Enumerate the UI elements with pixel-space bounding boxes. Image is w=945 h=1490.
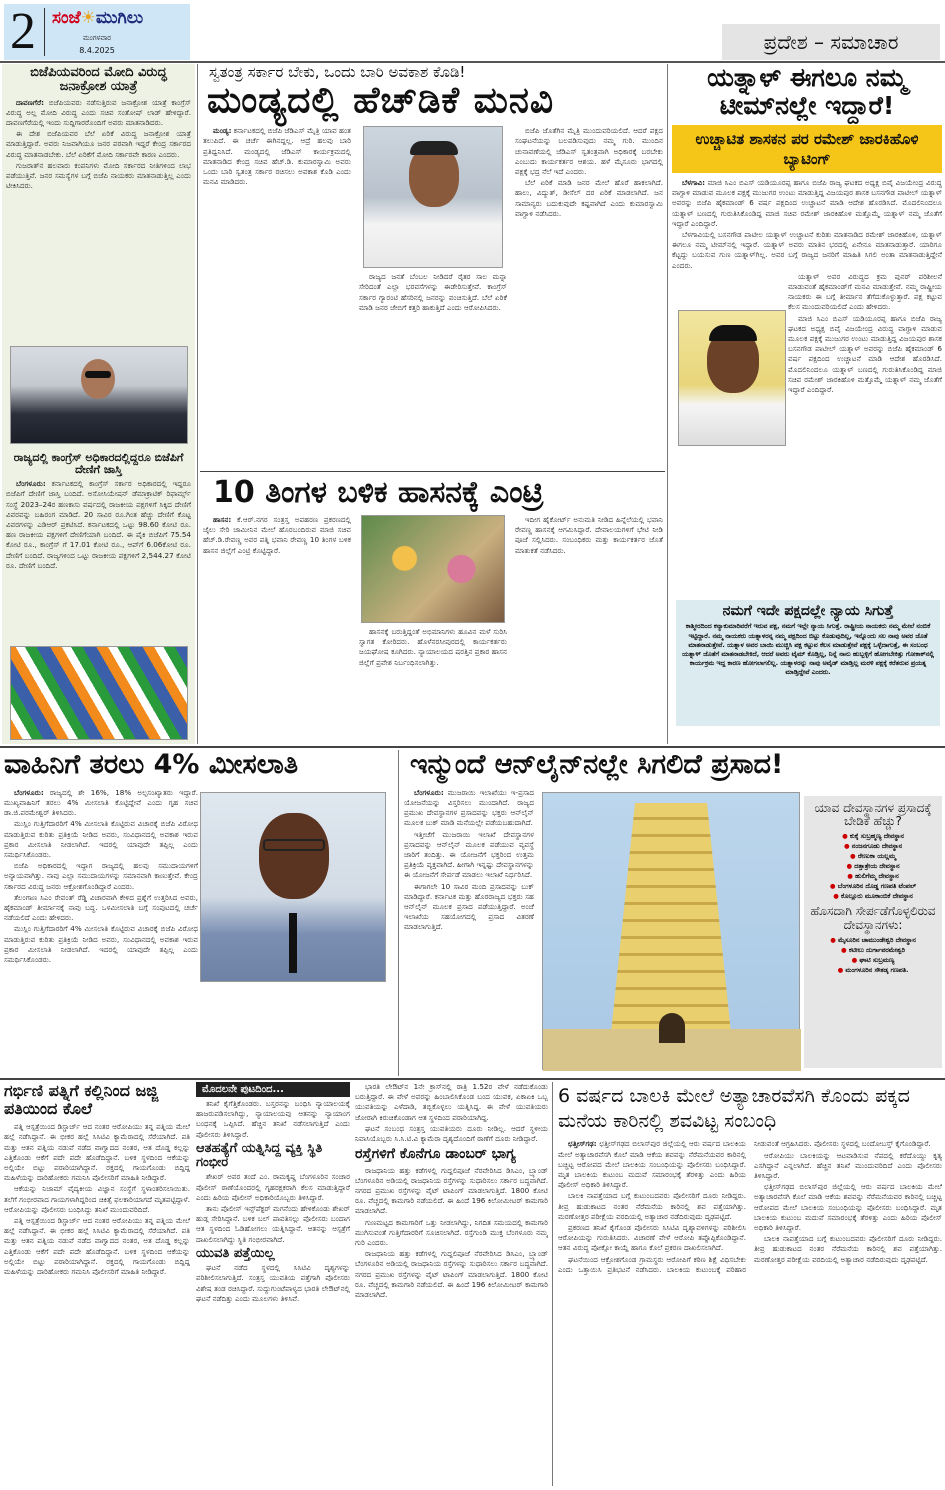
- temple-list-item: ● ದತ್ತಾತ್ರೇಯ ದೇವಸ್ಥಾನ: [846, 862, 900, 871]
- temple-list-item: ● ರೇಣುಕಾ ಯಲ್ಲಮ್ಮ: [850, 852, 896, 861]
- article-bjp-yatra: ಬಿಜೆಪಿಯವರಿಂದ ಮೋದಿ ವಿರುದ್ಧ ಜನಾಕ್ರೋಶ ಯಾತ್ರೆ ದಾವಣಗೆರೆ: ಬಿಜೆಪಿಯವರು ನಡೆಸುತ್ತಿರುವ ಜನಾಕ್ರೋಶ ಯಾತ್ರೆ ಕಾಂಗ್ರೆಸ್ ವಿರುದ್ಧ ಅಲ್ಲ ಮೋದಿ ವಿರುದ್ಧ ಎಂದು ಸಚಿವ ಸಂತೋಷ್ ಲಾಡ್ ಹೇಳಿದ್ದಾರೆ. ದಾವಣಗೆರೆಯಲ್ಲಿ ಇಂದು ಸುದ್ದಿಗಾರರೊಂದಿಗೆ ಅವರು ಮಾತನಾಡಿದರು. ಈ ದೇಶ ಬಿಜೆಪಿಯವರ ಬೆಲೆ ಏರಿಕೆ ವಿರುದ್ಧ ಜನಾಕ್ರೋಶ ಯಾತ್ರೆ ಮಾಡುತ್ತಿದ್ದಾರೆ. ಅವರು ನಿಜವಾಗಿಯೂ ಜನರ ಪರವಾಗಿ ಇದ್ದರೆ ಕೇಂದ್ರ ಸರ್ಕಾರದ ವಿರುದ್ಧ ಮಾತನಾಡಬೇಕು. ಬೆಲೆ ಏರಿಕೆಗೆ ಮೋದಿ ಸರ್ಕಾರವೇ ಕಾರಣ ಎಂದರು. ಗುಜರಾತ್‌ನ ಹಲವಾರು ಕಂಪನಿಗಳು ಮೋದಿ ಸರ್ಕಾರದ ನೀತಿಗಳಿಂದ ಲಾಭ ಪಡೆಯುತ್ತಿವೆ. ಜನರ ಸಮಸ್ಯೆಗಳ ಬಗ್ಗೆ ಬಿಜೆಪಿ ನಾಯಕರು ಮಾತನಾಡುತ್ತಿಲ್ಲ ಎಂದು ಟೀಕಿಸಿದರು.: [6, 66, 191, 191]
- bullet-icon: ●: [830, 935, 839, 944]
- article-girl-murder: 6 ವರ್ಷದ ಬಾಲಕಿ ಮೇಲೆ ಅತ್ಯಾಚಾರವೆಸಗಿ ಕೊಂದು ಪಕ್ಕದ ಮನೆಯ ಕಾರಿನಲ್ಲಿ ಶವವಿಟ್ಟ ಸಂಬಂಧಿ ಛತ್ತೀಸ್‌ಗಢ: ಛತ್ತೀಸ್‌ಗಢದ ಬಿಲಾಸ್‌ಪುರ ಜಿಲ್ಲೆಯಲ್ಲಿ ಆರು ವರ್ಷದ ಬಾಲಕಿಯ ಮೇಲೆ ಅತ್ಯಾಚಾರವೆಸಗಿ ಕೊಲೆ ಮಾಡಿ ಆಕೆಯ ಶವವನ್ನು ನೆರೆಮನೆಯವರ ಕಾರಿನಲ್ಲಿ ಬಚ್ಚಿಟ್ಟ ಆರೋಪದ ಮೇಲೆ ಬಾಲಕಿಯ ಸಂಬಂಧಿಯನ್ನು ಪೊಲೀಸರು ಬಂಧಿಸಿದ್ದಾರೆ. ಮೃತ ಬಾಲಕಿಯ ಕುಟುಂಬ ಮದುವೆ ಸಮಾರಂಭಕ್ಕೆ ತೆರಳಿತ್ತು ಎಂದು ಹಿರಿಯ ಪೊಲೀಸ್ ಅಧಿಕಾರಿ ತಿಳಿಸಿದ್ದಾರೆ. ಬಾಲಕಿ ನಾಪತ್ತೆಯಾದ ಬಗ್ಗೆ ಕುಟುಂಬದವರು ಪೊಲೀಸರಿಗೆ ದೂರು ನೀಡಿದ್ದರು. ತೀವ್ರ ಹುಡುಕಾಟದ ನಂತರ ನೆರೆಮನೆಯ ಕಾರಿನಲ್ಲಿ ಶವ ಪತ್ತೆಯಾಗಿತ್ತು. ಮರಣೋತ್ತರ ಪರೀಕ್ಷೆಯ ವರದಿಯಲ್ಲಿ ಅತ್ಯಾಚಾರ ನಡೆದಿರುವುದು ದೃಢಪಟ್ಟಿದೆ. ಪ್ರಕರಣದ ತನಿಖೆ ಕೈಗೊಂಡ ಪೊಲೀಸರು ಸಿಸಿಟಿವಿ ದೃಶ್ಯಾವಳಿಗಳನ್ನು ಪರಿಶೀಲಿಸಿ ಆರೋಪಿಯನ್ನು ಗುರುತಿಸಿದರು. ವಿಚಾರಣೆ ವೇಳೆ ಆರೋಪಿ ತಪ್ಪೊಪ್ಪಿಕೊಂಡಿದ್ದಾನೆ. ಆತನ ವಿರುದ್ಧ ಪೋಕ್ಸೋ ಕಾಯ್ದೆ ಹಾಗೂ ಕೊಲೆ ಪ್ರಕರಣ ದಾಖಲಿಸಲಾಗಿದೆ. ಘಟನೆಯಿಂದ ಆಕ್ರೋಶಗೊಂಡ ಗ್ರಾಮಸ್ಥರು ಆರೋಪಿಗೆ ಕಠಿಣ ಶಿಕ್ಷೆ ವಿಧಿಸಬೇಕು ಎಂದು ಒತ್ತಾಯಿಸಿ ಪ್ರತಿಭಟನೆ ನಡೆಸಿದರು. ಬಾಲಕಿಯ ಕುಟುಂಬಕ್ಕೆ ಪರಿಹಾರ ನೀಡುವಂತೆ ಆಗ್ರಹಿಸಿದರು. ಪೊಲೀಸರು ಸ್ಥಳದಲ್ಲಿ ಬಂದೋಬಸ್ತ್ ಕೈಗೊಂಡಿದ್ದಾರೆ. ಆರೋಪಿಯು ಬಾಲಕಿಯನ್ನು ಆಟವಾಡಿಸುವ ನೆಪದಲ್ಲಿ ಕರೆದೊಯ್ದು ಕೃತ್ಯ ಎಸಗಿದ್ದಾನೆ ಎನ್ನಲಾಗಿದೆ. ಹೆಚ್ಚಿನ ತನಿಖೆ ಮುಂದುವರಿದಿದೆ ಎಂದು ಪೊಲೀಸರು ತಿಳಿಸಿದ್ದಾರೆ. ಛತ್ತೀಸ್‌ಗಢದ ಬಿಲಾಸ್‌ಪುರ ಜಿಲ್ಲೆಯಲ್ಲಿ ಆರು ವರ್ಷದ ಬಾಲಕಿಯ ಮೇಲೆ ಅತ್ಯಾಚಾರವೆಸಗಿ ಕೊಲೆ ಮಾಡಿ ಆಕೆಯ ಶವವನ್ನು ನೆರೆಮನೆಯವರ ಕಾರಿನಲ್ಲಿ ಬಚ್ಚಿಟ್ಟ ಆರೋಪದ ಮೇಲೆ ಬಾಲಕಿಯ ಸಂಬಂಧಿಯನ್ನು ಪೊಲೀಸರು ಬಂಧಿಸಿದ್ದಾರೆ. ಮೃತ ಬಾಲಕಿಯ ಕುಟುಂಬ ಮದುವೆ ಸಮಾರಂಭಕ್ಕೆ ತೆರಳಿತ್ತು ಎಂದು ಹಿರಿಯ ಪೊಲೀಸ್ ಅಧಿಕಾರಿ ತಿಳಿಸಿದ್ದಾರೆ. ಬಾಲಕಿ ನಾಪತ್ತೆಯಾದ ಬಗ್ಗೆ ಕುಟುಂಬದವರು ಪೊಲೀಸರಿಗೆ ದೂರು ನೀಡಿದ್ದರು. ತೀವ್ರ ಹುಡುಕಾಟದ ನಂತರ ನೆರೆಮನೆಯ ಕಾರಿನಲ್ಲಿ ಶವ ಪತ್ತೆಯಾಗಿತ್ತು. ಮರಣೋತ್ತರ ಪರೀಕ್ಷೆಯ ವರದಿಯಲ್ಲಿ ಅತ್ಯಾಚಾರ ನಡೆದಿರುವುದು ದೃಢಪಟ್ಟಿದೆ.: [558, 1085, 942, 1274]
- harass-and-roads-column: ಭಾರತಿ ಲೇಔಟ್‌ನ 1ನೇ ಕ್ರಾಸ್‌ನಲ್ಲಿ ರಾತ್ರಿ 1.52ರ ವೇಳೆ ನಡೆದುಕೊಂಡು ಬರುತ್ತಿದ್ದಾರೆ. ಈ ವೇಳೆ ಅವರನ್ನು ಹಿಂಬಾಲಿಸಿಕೊಂಡ ಬಂದ ಯುವಕ, ಏಕಾಏಕಿ ಒಬ್ಬ ಯುವತಿಯನ್ನು ಎಳೆದಾಡಿ, ತಬ್ಬಿಕೊಳ್ಳಲು ಯತ್ನಿಸಿದ್ದ. ಈ ವೇಳೆ ಯುವತಿಯರು ಜೋರಾಗಿ ಕಿರುಚಿಕೊಂಡಾಗ ಆತ ಸ್ಥಳದಿಂದ ಪರಾರಿಯಾಗಿದ್ದ. ಘಟನೆ ಸಂಬಂಧ ಸಂತ್ರಸ್ತ ಯುವತಿಯರು ದೂರು ನೀಡಿಲ್ಲ. ಆದರೆ ಸ್ಥಳೀಯ ನಿವಾಸಿಯೊಬ್ಬರು ಸಿ.ಸಿ.ಟಿ.ವಿ ಕ್ಯಾಮೆರಾ ದೃಶ್ಯದೊಂದಿಗೆ ಠಾಣೆಗೆ ದೂರು ನೀಡಿದ್ದಾರೆ. ರಸ್ತೆಗಳಿಗೆ ಕೊನೆಗೂ ಡಾಂಬರ್ ಭಾಗ್ಯ ರಾಜಧಾನಿಯ ಹತ್ತು ಕಡೆಗಳಲ್ಲಿ ಗುದ್ದಲಿಪೂಜೆ ನೆರವೇರಿಸಿದ ಡಿಸಿಎಂ, ಬ್ರ್ಯಾಂಡ್ ಬೆಂಗಳೂರಿನ ಅಡಿಯಲ್ಲಿ ರಾಜಧಾನಿಯ ರಸ್ತೆಗಳನ್ನು ಸುಧಾರಿಸಲು ಸರ್ಕಾರ ಬದ್ಧವಾಗಿದೆ. ನಗರದ ಪ್ರಮುಖ ರಸ್ತೆಗಳನ್ನು ವೈಟ್ ಟಾಪಿಂಗ್ ಮಾಡಲಾಗುತ್ತಿದೆ. 1800 ಕೋಟಿ ರೂ. ವೆಚ್ಚದಲ್ಲಿ ಕಾಮಗಾರಿ ನಡೆಯಲಿದೆ. ಈ ಹಿಂದೆ 196 ಕಿಲೋಮೀಟರ್ ಕಾಮಗಾರಿ ಮಾಡಲಾಗಿದೆ. ಗುಣಮಟ್ಟದ ಕಾಮಗಾರಿಗೆ ಒತ್ತು ನೀಡಲಾಗಿದ್ದು, ನಿಗದಿತ ಸಮಯದಲ್ಲಿ ಕಾಮಗಾರಿ ಮುಗಿಸುವಂತೆ ಗುತ್ತಿಗೆದಾರರಿಗೆ ಸೂಚಿಸಲಾಗಿದೆ. ರಸ್ತೆಗುಂಡಿ ಮುಕ್ತ ಬೆಂಗಳೂರು ನಮ್ಮ ಗುರಿ ಎಂದರು. ರಾಜಧಾನಿಯ ಹತ್ತು ಕಡೆಗಳಲ್ಲಿ ಗುದ್ದಲಿಪೂಜೆ ನೆರವೇರಿಸಿದ ಡಿಸಿಎಂ, ಬ್ರ್ಯಾಂಡ್ ಬೆಂಗಳೂರಿನ ಅಡಿಯಲ್ಲಿ ರಾಜಧಾನಿಯ ರಸ್ತೆಗಳನ್ನು ಸುಧಾರಿಸಲು ಸರ್ಕಾರ ಬದ್ಧವಾಗಿದೆ. ನಗರದ ಪ್ರಮುಖ ರಸ್ತೆಗಳನ್ನು ವೈಟ್ ಟಾಪಿಂಗ್ ಮಾಡಲಾಗುತ್ತಿದೆ. 1800 ಕೋಟಿ ರೂ. ವೆಚ್ಚದಲ್ಲಿ ಕಾಮಗಾರಿ ನಡೆಯಲಿದೆ. ಈ ಹಿಂದೆ 196 ಕಿಲೋಮೀಟರ್ ಕಾಮಗಾರಿ ಮಾಡಲಾಗಿದೆ.: [355, 1082, 548, 1300]
- newspaper-logo: ಸಂಜೆ☀ಮುಗಿಲು: [52, 8, 144, 28]
- headline-yuvati: ಯುವತಿ ಪತ್ತೆಯಿಲ್ಲ: [196, 1245, 275, 1261]
- section-label: ಪ್ರದೇಶ – ಸಮಾಚಾರ: [722, 24, 940, 60]
- temple-list-item: ● ಮಂಗಳೂರಿನ ಸೌತಡ್ಕ ಗಣಪತಿ.: [837, 965, 909, 974]
- temple-new-list: [808, 935, 938, 975]
- headline: ಇನ್ಮುಂದೆ ಆನ್‌ಲೈನ್‌ನಲ್ಲೇ ಸಿಗಲಿದೆ ಪ್ರಸಾದ!: [410, 750, 784, 780]
- temple-demand-list: [808, 831, 938, 901]
- sun-palm-icon: ☀: [80, 8, 96, 28]
- sidebar-temples: [804, 796, 942, 1068]
- headline-suicide: ಆತಹತ್ಯೆಗೆ ಯತ್ನಿಸಿದ್ದ ವ್ಯಕ್ತಿ ಸ್ಥಿತಿ ಗಂಭೀರ: [196, 1140, 323, 1171]
- continued-label: ಮೊದಲನೇ ಪುಟದಿಂದ...: [196, 1082, 350, 1097]
- quote-title: ನಮಗೆ ಇದೇ ಪಕ್ಷದಲ್ಲೇ ನ್ಯಾಯ ಸಿಗುತ್ತೆ: [722, 603, 894, 619]
- photo-g-parameshwara: [200, 792, 386, 982]
- temple-list-item: ● ಕಟೀಲು ದುರ್ಗಾಪರಮೇಶ್ವರಿ: [841, 945, 905, 954]
- temple-list-item: ● ಮೈಸೂರಿನ ಚಾಮುಂಡೇಶ್ವರಿ ದೇವಸ್ಥಾನ: [830, 935, 916, 944]
- temple-list-item: ● ಹುಲಿಗೆಮ್ಮ ದೇವಸ್ಥಾನ: [847, 872, 899, 881]
- bullet-icon: ●: [837, 965, 846, 974]
- headline: ಬಿಜೆಪಿಯವರಿಂದ ಮೋದಿ ವಿರುದ್ಧ ಜನಾಕ್ರೋಶ ಯಾತ್ರೆ: [30, 66, 167, 95]
- headline-roads: ರಸ್ತೆಗಳಿಗೆ ಕೊನೆಗೂ ಡಾಂಬರ್ ಭಾಗ್ಯ: [355, 1146, 516, 1163]
- headline: ವಾಹಿನಿಗೆ ತರಲು 4% ಮೀಸಲಾತಿ: [4, 750, 299, 780]
- subheadline-box: ಉಚ್ಚಾಟಿತ ಶಾಸಕನ ಪರ ರಮೇಶ್ ಜಾರಕಿಹೊಳಿ ಬ್ಯಾಟಿಂಗ್: [672, 125, 942, 173]
- bullet-icon: ●: [829, 882, 838, 891]
- bullet-icon: ●: [850, 852, 858, 861]
- temple-list-item: ● ಕುಕ್ಕೆ ಸುಬ್ರಹ್ಮಣ್ಯ ದೇವಸ್ಥಾನ: [842, 832, 904, 841]
- bullet-icon: ●: [843, 842, 852, 851]
- headline: 10 ತಿಂಗಳ ಬಳಿಕ ಹಾಸನಕ್ಕೆ ಎಂಟ್ರಿ: [213, 476, 544, 510]
- photo-santosh-lad: [10, 346, 188, 444]
- article-bjp-donation: ರಾಜ್ಯದಲ್ಲಿ ಕಾಂಗ್ರೆಸ್ ಅಧಿಕಾರದಲ್ಲಿದ್ದರೂ ಬಿಜೆಪಿಗೆ ದೇಣಿಗೆ ಜಾಸ್ತಿ ಬೆಂಗಳೂರು: ಕರ್ನಾಟಕದಲ್ಲಿ ಕಾಂಗ್ರೆಸ್ ಸರ್ಕಾರ ಅಧಿಕಾರದಲ್ಲಿ ಇದ್ದರೂ ಬಿಜೆಪಿಗೆ ದೇಣಿಗೆ ಜಾಸ್ತಿ ಬಂದಿದೆ. ಅಸೋಸಿಯೇಷನ್ ಡೆಮಾಕ್ರಾಟಿಕ್ ರಿಫಾರ್ಮ್ಸ್ ಸಂಸ್ಥೆ 2023–24ರ ಹಣಕಾಸು ವರ್ಷದಲ್ಲಿ ರಾಜಕೀಯ ಪಕ್ಷಗಳಿಗೆ ಸಿಕ್ಕಿದ ದೇಣಿಗೆ ವಿವರವನ್ನು ಬಹಿರಂಗ ಮಾಡಿದೆ. 20 ಸಾವಿರ ರೂ.ಗಿಂತ ಹೆಚ್ಚು ದೇಣಿಗೆ ಕೊಟ್ಟ ವಿವರಗಳನ್ನು ಎಡಿಆರ್ ಪ್ರಕಟಿಸಿದೆ. ಕರ್ನಾಟಕದಲ್ಲಿ ಒಟ್ಟು 98.60 ಕೋಟಿ ರೂ. ಹಣ ರಾಜಕೀಯ ಪಕ್ಷಗಳಿಗೆ ದೇಣಿಗೆಯಾಗಿ ಬಂದಿದೆ. ಈ ಪೈಕಿ ಬಿಜೆಪಿಗೆ 75.54 ಕೋಟಿ ರೂ., ಕಾಂಗ್ರೆಸ್ ಗೆ 17.01 ಕೋಟಿ ರೂ., ಆಪ್‌ಗೆ 6.06ಕೋಟಿ ರೂ. ದೇಣಿಗೆ ಬಂದಿದೆ. ರಾಜ್ಯಗಳಿಂದ ಒಟ್ಟು ರಾಜಕೀಯ ಪಕ್ಷಗಳಿಗೆ 2,544.27 ಕೋಟಿ ರೂ. ದೇಣಿಗೆ ಬಂದಿದೆ.: [6, 452, 191, 570]
- temple-list-item: ● ಕೊಲ್ಲೂರು ಮೂಕಾಂಬಿಕೆ ದೇವಸ್ಥಾನ: [833, 892, 913, 901]
- article-yatnal: ಯತ್ನಾಳ್ ಈಗಲೂ ನಮ್ಮ ಟೀಮ್‌ನಲ್ಲೇ ಇದ್ದಾರೆ! ಉಚ್ಚಾಟಿತ ಶಾಸಕನ ಪರ ರಮೇಶ್ ಜಾರಕಿಹೊಳಿ ಬ್ಯಾಟಿಂಗ್ ಬೆಳಗಾವಿ: ಮಾಜಿ ಸಿಎಂ ಬಿಎಸ್ ಯಡಿಯೂರಪ್ಪ ಹಾಗೂ ಬಿಜೆಪಿ ರಾಜ್ಯ ಘಟಕದ ಅಧ್ಯಕ್ಷ ಬಿವೈ ವಿಜಯೇಂದ್ರ ವಿರುದ್ಧ ವಾಗ್ದಾಳಿ ಮಾಡುವ ಮೂಲಕ ಪಕ್ಷಕ್ಕೆ ಮುಜುಗರ ಉಂಟು ಮಾಡುತ್ತಿದ್ದ ವಿಜಯಪುರ ಶಾಸಕ ಬಸನಗೌಡ ಪಾಟೀಲ್ ಯತ್ನಾಳ್ ಅವರನ್ನು ಬಿಜೆಪಿ ಹೈಕಮಾಂಡ್ 6 ವರ್ಷ ಪಕ್ಷದಿಂದ ಉಚ್ಚಾಟನೆ ಮಾಡಿ ಆದೇಶ ಹೊರಡಿಸಿದೆ. ಮೊದಲಿನಿಂದಲೂ ಯತ್ನಾಳ್ ಬಣದಲ್ಲಿ ಗುರುತಿಸಿಕೊಂಡಿದ್ದ ಮಾಜಿ ಸಚಿವ ರಮೇಶ್ ಜಾರಕಿಹೊಳಿ ಮತ್ತೊಮ್ಮೆ ಯತ್ನಾಳ್ ನಮ್ಮ ಜೊತೆಗೆ ಇದ್ದಾರೆ ಎಂದಿದ್ದಾರೆ. ಬೆಳಗಾವಿಯಲ್ಲಿ ಬಸನಗೌಡ ಪಾಟೀಲ ಯತ್ನಾಳ್ ಉಚ್ಚಾಟನೆ ಕುರಿತು ಮಾತನಾಡಿದ ರಮೇಶ್ ಜಾರಕಿಹೊಳಿ, ಯತ್ನಾಳ್ ಈಗಲೂ ನಮ್ಮ ಟೀಮ್‌ನಲ್ಲಿ ಇದ್ದಾರೆ. ಯತ್ನಾಳ್ ಅವರು ಮಾತಿನ ಭರದಲ್ಲಿ ಏನೇನೂ ಮಾತನಾಡುತ್ತಾರೆ. ಯಾರಿಗೂ ಕೆಟ್ಟದ್ದು ಬಯಸುವ ಗುಣ ಯತ್ನಾಳ್‌ಗಿಲ್ಲ. ಅವರ ಬಗ್ಗೆ ರಾಜ್ಯದ ಜನರಿಗೆ ಮಾಹಿತಿ ಸಿಗಲಿ ಅಂತಾ ಮಾತನಾಡುತ್ತಿದ್ದೇನೆ ಎಂದರು. ಯತ್ನಾಳ್ ಅವರ ವಿರುದ್ಧದ ಕ್ರಮ ಪುನರ್ ಪರಿಶೀಲನೆ ಮಾಡುವಂತೆ ಹೈಕಮಾಂಡ್‌ಗೆ ಮನವಿ ಮಾಡುತ್ತೇವೆ. ನಮ್ಮ ರಾಷ್ಟ್ರೀಯ ನಾಯಕರು ಈ ಬಗ್ಗೆ ತೀರ್ಮಾನ ತೆಗೆದುಕೊಳ್ಳುತ್ತಾರೆ. ಪಕ್ಷ ಕಟ್ಟುವ ಕೆಲಸ ಮುಂದುವರಿಯಲಿದೆ ಎಂದು ಹೇಳಿದರು. ಮಾಜಿ ಸಿಎಂ ಬಿಎಸ್ ಯಡಿಯೂರಪ್ಪ ಹಾಗೂ ಬಿಜೆಪಿ ರಾಜ್ಯ ಘಟಕದ ಅಧ್ಯಕ್ಷ ಬಿವೈ ವಿಜಯೇಂದ್ರ ವಿರುದ್ಧ ವಾಗ್ದಾಳಿ ಮಾಡುವ ಮೂಲಕ ಪಕ್ಷಕ್ಕೆ ಮುಜುಗರ ಉಂಟು ಮಾಡುತ್ತಿದ್ದ ವಿಜಯಪುರ ಶಾಸಕ ಬಸನಗೌಡ ಪಾಟೀಲ್ ಯತ್ನಾಳ್ ಅವರನ್ನು ಬಿಜೆಪಿ ಹೈಕಮಾಂಡ್ 6 ವರ್ಷ ಪಕ್ಷದಿಂದ ಉಚ್ಚಾಟನೆ ಮಾಡಿ ಆದೇಶ ಹೊರಡಿಸಿದೆ. ಮೊದಲಿನಿಂದಲೂ ಯತ್ನಾಳ್ ಬಣದಲ್ಲಿ ಗುರುತಿಸಿಕೊಂಡಿದ್ದ ಮಾಜಿ ಸಚಿವ ರಮೇಶ್ ಜಾರಕಿಹೊಳಿ ಮತ್ತೊಮ್ಮೆ ಯತ್ನಾಳ್ ನಮ್ಮ ಜೊತೆಗೆ ಇದ್ದಾರೆ ಎಂದಿದ್ದಾರೆ.: [672, 64, 942, 395]
- sidebar-title-demand: ಯಾವ ದೇವಸ್ಥಾನಗಳ ಪ್ರಸಾದಕ್ಕೆ ಬೇಡಿಕೆ ಹೆಚ್ಚು?: [814, 801, 932, 829]
- article-pregnant-wife-murder: ಗರ್ಭಿಣಿ ಪತ್ನಿಗೆ ಕಲ್ಲಿನಿಂದ ಜಜ್ಜಿ ಪತಿಯಿಂದ ಕೊಲೆ ಪತ್ನಿ ಆಸ್ಪತ್ರೆಯಿಂದ ಡಿಸ್ಚಾರ್ಜ್ ಆದ ನಂತರ ಆರೋಪಿಯು ತನ್ನ ಪತ್ನಿಯ ಮೇಲೆ ಹಲ್ಲೆ ನಡೆಸಿದ್ದಾನೆ. ಈ ಭೀಕರ ಹಲ್ಲೆ ಸಿಸಿಟಿವಿ ಕ್ಯಾಮೆರಾದಲ್ಲಿ ಸೆರೆಯಾಗಿದೆ. ಪತಿ ಮತ್ತು ಆತನ ಪತ್ನಿಯ ನಡುವೆ ನಡೆದ ವಾಗ್ವಾದದ ನಂತರ, ಆತ ದೊಡ್ಡ ಕಲ್ಲನ್ನು ಎತ್ತಿಕೊಂಡು ಆಕೆಗೆ ಪದೇ ಪದೇ ಹೊಡೆದಿದ್ದಾನೆ. ಬಳಿಕ ಸ್ಥಳದಿಂದ ಆಕೆಯನ್ನು ಅಲ್ಲಿಯೇ ಬಿಟ್ಟು ಪರಾರಿಯಾಗಿದ್ದಾನೆ. ರಕ್ತದಲ್ಲಿ ಗಾಯಗೊಂಡು ಬಿದ್ದಿದ್ದ ಮಹಿಳೆಯನ್ನು ದಾರಿಹೋಕರು ಗಮನಿಸಿ ಪೊಲೀಸರಿಗೆ ಮಾಹಿತಿ ನೀಡಿದ್ದಾರೆ. ಆಕೆಯನ್ನು ನಿಜಾಮ್ ವೈದ್ಯಕೀಯ ವಿಜ್ಞಾನ ಸಂಸ್ಥೆಗೆ ಸ್ಥಳಾಂತರಿಸಲಾಯಿತು. ತಲೆಗೆ ಗಂಭೀರವಾದ ಗಾಯಗಳಾಗಿದ್ದರಿಂದ ಚಿಕಿತ್ಸೆ ಫಲಕಾರಿಯಾಗದೆ ಮೃತಪಟ್ಟಿದ್ದಾಳೆ. ಆರೋಪಿಯನ್ನು ಪೊಲೀಸರು ಬಂಧಿಸಿದ್ದು ತನಿಖೆ ಮುಂದುವರಿದಿದೆ. ಪತ್ನಿ ಆಸ್ಪತ್ರೆಯಿಂದ ಡಿಸ್ಚಾರ್ಜ್ ಆದ ನಂತರ ಆರೋಪಿಯು ತನ್ನ ಪತ್ನಿಯ ಮೇಲೆ ಹಲ್ಲೆ ನಡೆಸಿದ್ದಾನೆ. ಈ ಭೀಕರ ಹಲ್ಲೆ ಸಿಸಿಟಿವಿ ಕ್ಯಾಮೆರಾದಲ್ಲಿ ಸೆರೆಯಾಗಿದೆ. ಪತಿ ಮತ್ತು ಆತನ ಪತ್ನಿಯ ನಡುವೆ ನಡೆದ ವಾಗ್ವಾದದ ನಂತರ, ಆತ ದೊಡ್ಡ ಕಲ್ಲನ್ನು ಎತ್ತಿಕೊಂಡು ಆಕೆಗೆ ಪದೇ ಪದೇ ಹೊಡೆದಿದ್ದಾನೆ. ಬಳಿಕ ಸ್ಥಳದಿಂದ ಆಕೆಯನ್ನು ಅಲ್ಲಿಯೇ ಬಿಟ್ಟು ಪರಾರಿಯಾಗಿದ್ದಾನೆ. ರಕ್ತದಲ್ಲಿ ಗಾಯಗೊಂಡು ಬಿದ್ದಿದ್ದ ಮಹಿಳೆಯನ್ನು ದಾರಿಹೋಕರು ಗಮನಿಸಿ ಪೊಲೀಸರಿಗೆ ಮಾಹಿತಿ ನೀಡಿದ್ದಾರೆ.: [4, 1082, 190, 1277]
- headline: ಮಂಡ್ಯದಲ್ಲಿ ಹೆಚ್‌ಡಿಕೆ ಮನವಿ: [207, 79, 555, 121]
- bullet-icon: ●: [842, 832, 850, 841]
- issue-day: ಮಂಗಳವಾರ: [82, 34, 111, 42]
- sidebar-title-new: ಹೊಸದಾಗಿ ಸೇರ್ಪಡೆಗೊಳ್ಳಲಿರುವ ದೇವಸ್ಥಾನಗಳು:: [810, 904, 936, 932]
- bullet-icon: ●: [851, 955, 860, 964]
- page-number: 2: [10, 4, 36, 60]
- temple-list-item: ● ನಂಜನಗೂಡು ದೇವಸ್ಥಾನ: [843, 842, 903, 851]
- article-hassan: 10 ತಿಂಗಳ ಬಳಿಕ ಹಾಸನಕ್ಕೆ ಎಂಟ್ರಿ ಹಾಸನ: ಕೆ.ಆರ್.ನಗರ ಸಂತ್ರಸ್ತ ಅಪಹರಣ ಪ್ರಕರಣದಲ್ಲಿ ಜೈಲು ಸೇರಿ ಜಾಮೀನಿನ ಮೇಲೆ ಹೊರಬಂದಿರುವ ಮಾಜಿ ಸಚಿವ ಹೆಚ್.ಡಿ.ರೇವಣ್ಣ ಅವರ ಪತ್ನಿ ಭವಾನಿ ರೇವಣ್ಣ 10 ತಿಂಗಳ ಬಳಿಕ ಹಾಸನ ಜಿಲ್ಲೆಗೆ ಎಂಟ್ರಿ ಕೊಟ್ಟಿದ್ದಾರೆ. ಹಾಸನಕ್ಕೆ ಬರುತ್ತಿದ್ದಂತೆ ಅಭಿಮಾನಿಗಳು ಹೂವಿನ ಮಳೆ ಸುರಿಸಿ ಸ್ವಾಗತ ಕೋರಿದರು. ಹೊಳೆನರಸೀಪುರದಲ್ಲಿ ಕಾರ್ಯಕರ್ತರು ಜಯಘೋಷ ಕೂಗಿದರು. ನ್ಯಾಯಾಲಯದ ಷರತ್ತಿನ ಪ್ರಕಾರ ಹಾಸನ ಜಿಲ್ಲೆಗೆ ಪ್ರವೇಶ ನಿರ್ಬಂಧಿಸಲಾಗಿತ್ತು. ಇದೀಗ ಹೈಕೋರ್ಟ್ ಅನುಮತಿ ನೀಡಿದ ಹಿನ್ನೆಲೆಯಲ್ಲಿ ಭವಾನಿ ರೇವಣ್ಣ ಹಾಸನಕ್ಕೆ ಆಗಮಿಸಿದ್ದಾರೆ. ದೇವಾಲಯಗಳಿಗೆ ಭೇಟಿ ನೀಡಿ ಪೂಜೆ ಸಲ್ಲಿಸಿದರು. ಸಂಬಂಧಿಕರು ಮತ್ತು ಕಾರ್ಯಕರ್ತರ ಜೊತೆ ಮಾತುಕತೆ ನಡೆಸಿದರು.: [203, 476, 663, 667]
- photo-temple-gopura: [542, 792, 800, 1070]
- article-mandya: ಸ್ವತಂತ್ರ ಸರ್ಕಾರ ಬೇಕು, ಒಂದು ಬಾರಿ ಅವಕಾಶ ಕೊಡಿ! ಮಂಡ್ಯದಲ್ಲಿ ಹೆಚ್‌ಡಿಕೆ ಮನವಿ ಮಂಡ್ಯ: ಕರ್ನಾಟಕದಲ್ಲಿ ಬಿಜೆಪಿ ಜೆಡಿಎಸ್ ಮೈತ್ರಿ ಯಾವ ಹಂತ ತಲುಪಿದೆ. ಈ ಚರ್ಚೆ ಈಗಿನದ್ದಲ್ಲ. ಆದ್ರೆ ಹಲವು ಬಾರಿ ಪ್ರತಿಧ್ವನಿಸಿದೆ. ಮಂಡ್ಯದಲ್ಲಿ ಜೆಡಿಎಸ್ ಕಾರ್ಯಕ್ರಮದಲ್ಲಿ ಮಾತನಾಡಿದ ಕೇಂದ್ರ ಸಚಿವ ಹೆಚ್.ಡಿ. ಕುಮಾರಸ್ವಾಮಿ ಅವರು ಒಂದು ಬಾರಿ ಸ್ವತಂತ್ರ ಸರ್ಕಾರ ರಚಿಸಲು ಅವಕಾಶ ಕೊಡಿ ಎಂದು ಮನವಿ ಮಾಡಿದರು. ರಾಜ್ಯದ ಜನತೆ ಬೆಂಬಲ ನೀಡಿದರೆ ರೈತರ ಸಾಲ ಮನ್ನಾ ಸೇರಿದಂತೆ ಎಲ್ಲಾ ಭರವಸೆಗಳನ್ನು ಈಡೇರಿಸುತ್ತೇವೆ. ಕಾಂಗ್ರೆಸ್ ಸರ್ಕಾರ ಗ್ಯಾರಂಟಿ ಹೆಸರಿನಲ್ಲಿ ಜನರನ್ನು ವಂಚಿಸುತ್ತಿದೆ. ಬೆಲೆ ಏರಿಕೆ ಮಾಡಿ ಜನರ ಜೇಬಿಗೆ ಕತ್ತರಿ ಹಾಕುತ್ತಿದೆ ಎಂದು ಆರೋಪಿಸಿದರು. ಬಿಜೆಪಿ ಜೊತೆಗಿನ ಮೈತ್ರಿ ಮುಂದುವರಿಯಲಿದೆ. ಆದರೆ ಪಕ್ಷದ ಸಂಘಟನೆಯನ್ನು ಬಲಪಡಿಸುವುದು ನಮ್ಮ ಗುರಿ. ಮುಂದಿನ ಚುನಾವಣೆಯಲ್ಲಿ ಜೆಡಿಎಸ್ ಸ್ವತಂತ್ರವಾಗಿ ಅಧಿಕಾರಕ್ಕೆ ಬರಬೇಕು ಎಂಬುದು ಕಾರ್ಯಕರ್ತರ ಆಶಯ. ಹಳೆ ಮೈಸೂರು ಭಾಗದಲ್ಲಿ ಪಕ್ಷಕ್ಕೆ ಭದ್ರ ನೆಲೆ ಇದೆ ಎಂದರು. ಬೆಲೆ ಏರಿಕೆ ಮಾಡಿ ಜನರ ಮೇಲೆ ಹೊರೆ ಹಾಕಲಾಗಿದೆ. ಹಾಲು, ವಿದ್ಯುತ್, ಡೀಸೆಲ್ ದರ ಏರಿಕೆ ಮಾಡಲಾಗಿದೆ. ಜನ ಸಾಮಾನ್ಯರು ಬದುಕುವುದೇ ಕಷ್ಟವಾಗಿದೆ ಎಂದು ಕುಮಾರಸ್ವಾಮಿ ವಾಗ್ದಾಳಿ ನಡೆಸಿದರು.: [203, 64, 663, 312]
- temple-list-item: ● ಘಾಟಿ ಸುಬ್ರಮಣ್ಯ: [851, 955, 895, 964]
- bullet-icon: ●: [846, 862, 855, 871]
- masthead-logo-box: [4, 4, 190, 60]
- quote-box-yatnal: [676, 600, 940, 726]
- photo-congress-flags: [10, 646, 188, 740]
- article-prasada: ಇನ್ಮುಂದೆ ಆನ್‌ಲೈನ್‌ನಲ್ಲೇ ಸಿಗಲಿದೆ ಪ್ರಸಾದ! ಬೆಂಗಳೂರು: ಮುಜರಾಯಿ ಇಲಾಖೆಯು ಇ-ಪ್ರಸಾದ ಯೋಜನೆಯನ್ನು ವಿಸ್ತರಿಸಲು ಮುಂದಾಗಿದೆ. ರಾಜ್ಯದ ಪ್ರಮುಖ ದೇವಸ್ಥಾನಗಳ ಪ್ರಸಾದವನ್ನು ಭಕ್ತರು ಆನ್‌ಲೈನ್ ಮೂಲಕ ಬುಕ್ ಮಾಡಿ ಮನೆಯಲ್ಲೇ ಪಡೆಯಬಹುದಾಗಿದೆ. ಇತ್ತೀಚೆಗೆ ಮುಜರಾಯಿ ಇಲಾಖೆ ದೇವಸ್ಥಾನಗಳ ಪ್ರಸಾದವನ್ನು ಆನ್‌ಲೈನ್ ಮೂಲಕ ಪಡೆಯುವ ವ್ಯವಸ್ಥೆ ಜಾರಿಗೆ ತಂದಿತ್ತು. ಈ ಯೋಜನೆಗೆ ಭಕ್ತರಿಂದ ಉತ್ತಮ ಪ್ರತಿಕ್ರಿಯೆ ವ್ಯಕ್ತವಾಗಿದೆ. ಹೀಗಾಗಿ ಇನ್ನಷ್ಟು ದೇವಸ್ಥಾನಗಳನ್ನು ಈ ಯೋಜನೆಗೆ ಸೇರ್ಪಡೆ ಮಾಡಲು ಇಲಾಖೆ ನಿರ್ಧರಿಸಿದೆ. ಈಗಾಗಲೇ 10 ಸಾವಿರ ಮಂದಿ ಪ್ರಸಾದವನ್ನು ಬುಕ್ ಮಾಡಿದ್ದಾರೆ. ಕರ್ನಾಟಕ ಮತ್ತು ಹೊರರಾಜ್ಯದ ಭಕ್ತರು ಸಹ ಆನ್‌ಲೈನ್ ಮೂಲಕ ಪ್ರಸಾದ ಪಡೆಯುತ್ತಿದ್ದಾರೆ. ಅಂಚೆ ಇಲಾಖೆಯ ಸಹಯೋಗದಲ್ಲಿ ಪ್ರಸಾದ ವಿತರಣೆ ಮಾಡಲಾಗುತ್ತಿದೆ.: [404, 750, 942, 1075]
- headline: 6 ವರ್ಷದ ಬಾಲಕಿ ಮೇಲೆ ಅತ್ಯಾಚಾರವೆಸಗಿ ಕೊಂದು ಪಕ್ಕದ ಮನೆಯ ಕಾರಿನಲ್ಲಿ ಶವವಿಟ್ಟ ಸಂಬಂಧಿ: [558, 1085, 910, 1132]
- kicker: ಸ್ವತಂತ್ರ ಸರ್ಕಾರ ಬೇಕು, ಒಂದು ಬಾರಿ ಅವಕಾಶ ಕೊಡಿ!: [209, 64, 466, 81]
- photo-ramesh-jarkiholi: [678, 310, 786, 446]
- article-reservation: ವಾಹಿನಿಗೆ ತರಲು 4% ಮೀಸಲಾತಿ ಬೆಂಗಳೂರು: ರಾಜ್ಯದಲ್ಲಿ ಶೇ 16%, 18% ಅಲ್ಪಸಂಖ್ಯಾತರು ಇದ್ದಾರೆ. ಮುಖ್ಯವಾಹಿನಿಗೆ ತರಲು 4% ಮೀಸಲಾತಿ ಕೊಟ್ಟಿದ್ದೇವೆ ಎಂದು ಗೃಹ ಸಚಿವ ಡಾ.ಜಿ.ಪರಮೇಶ್ವರ್ ತಿಳಿಸಿದರು. ಮುಸ್ಲಿಂ ಗುತ್ತಿಗೆದಾರರಿಗೆ 4% ಮೀಸಲಾತಿ ಕೊಟ್ಟಿರುವ ವಿಚಾರಕ್ಕೆ ಬಿಜೆಪಿ ವಿರೋಧ ಮಾಡುತ್ತಿರುವ ಕುರಿತು ಪ್ರತಿಕ್ರಿಯೆ ನೀಡಿದ ಅವರು, ಸಂವಿಧಾನದಲ್ಲಿ ಅವಕಾಶ ಇರುವ ಪ್ರಕಾರ ಮೀಸಲಾತಿ ನೀಡಲಾಗಿದೆ. ಇದರಲ್ಲಿ ಯಾವುದೇ ತಪ್ಪಿಲ್ಲ ಎಂದು ಸಮರ್ಥಿಸಿಕೊಂಡರು. ಬಿಜೆಪಿ ಅಧಿಕಾರದಲ್ಲಿ ಇದ್ದಾಗ ರಾಜ್ಯದಲ್ಲಿ ಹಲವು ಸಮುದಾಯಗಳಿಗೆ ಅನ್ಯಾಯವಾಗಿತ್ತು. ನಾವು ಎಲ್ಲಾ ಸಮುದಾಯಗಳನ್ನು ಸಮಾನವಾಗಿ ಕಾಣುತ್ತೇವೆ. ಕೇಂದ್ರ ಸರ್ಕಾರದ ವಿರುದ್ಧ ಜನರು ಆಕ್ರೋಶಗೊಂಡಿದ್ದಾರೆ ಎಂದರು. ತೆಲಂಗಾಣ ಸಿಎಂ ರೇವಂತ್ ರೆಡ್ಡಿ ವಿಚಾರವಾಗಿ ಕೇಳಿದ ಪ್ರಶ್ನೆಗೆ ಉತ್ತರಿಸಿದ ಅವರು, ಹೈಕಮಾಂಡ್ ತೀರ್ಮಾನಕ್ಕೆ ನಾವು ಬದ್ಧ. ಒಳಮೀಸಲಾತಿ ಬಗ್ಗೆ ಸಂಪುಟದಲ್ಲಿ ಚರ್ಚೆ ನಡೆಯಲಿದೆ ಎಂದು ಹೇಳಿದರು. ಮುಸ್ಲಿಂ ಗುತ್ತಿಗೆದಾರರಿಗೆ 4% ಮೀಸಲಾತಿ ಕೊಟ್ಟಿರುವ ವಿಚಾರಕ್ಕೆ ಬಿಜೆಪಿ ವಿರೋಧ ಮಾಡುತ್ತಿರುವ ಕುರಿತು ಪ್ರತಿಕ್ರಿಯೆ ನೀಡಿದ ಅವರು, ಸಂವಿಧಾನದಲ್ಲಿ ಅವಕಾಶ ಇರುವ ಪ್ರಕಾರ ಮೀಸಲಾತಿ ನೀಡಲಾಗಿದೆ. ಇದರಲ್ಲಿ ಯಾವುದೇ ತಪ್ಪಿಲ್ಲ ಎಂದು ಸಮರ್ಥಿಸಿಕೊಂಡರು.: [4, 750, 394, 1075]
- quote-text: ಕಾಶ್ಮೀರದಿಂದ ಕನ್ಯಾಕುಮಾರಿವರೆಗೆ ಇರುವ ಪಕ್ಷ, ನಮಗೆ ಇಲ್ಲೇ ನ್ಯಾಯ ಸಿಗುತ್ತೆ. ರಾಷ್ಟ್ರೀಯ ನಾಯಕರು ನಮ್ಮ ಮೇಲೆ ನಂಬಿಕೆ ಇಟ್ಟಿದ್ದಾರೆ. ನಮ್ಮ ನಾಯಕರು ಯತ್ನಾಳರನ್ನ ನಮ್ಮ ಪಕ್ಷದಿಂದ ಬಿಟ್ಟು ಕೊಡುವುದಿಲ್ಲ, ಇನ್ನೊಂದು ಸಲ ನಾವು ಅವರ ಜೊತೆ ಮಾತನಾಡುತ್ತೇವೆ. ಯತ್ನಾಳ ಅವರ ಬಾಯಿ ಮುಚ್ಚಿಸಿ ಪಕ್ಷ ಕಟ್ಟುವ ಕೆಲಸ ಮಾಡುತ್ತೇವೆ ಪಕ್ಷಕ್ಕೆ ಒಳ್ಳೆದಾಗುತ್ತೆ, ಈ ಸಂಬಂಧ ಯತ್ನಾಳ್ ಜೊತೆಗೆ ಮಾತನಾಡಬೇಕಿದೆ, ಆದರೆ ಅವರು ಟೈಮ್ ಕೊಡ್ತಿಲ್ಲ, ನಿನ್ನೆ ನಾನು ಹುಬ್ಬಳ್ಳಿಗೆ ಹೋಗಬೇಕಿತ್ತು ಗೋಕಾಕ್‌ನಲ್ಲಿ ಕಾರ್ಯಕ್ರಮ ಇದ್ದ ಕಾರಣ ಹೋಗಲಾಗಲಿಲ್ಲ. ಯತ್ನಾಳರನ್ನು ನಾವು ಅವೈಡ್ ಮಾಡ್ತಿಲ್ಲ ಮರಳಿ ಪಕ್ಷಕ್ಕೆ ಕರೆತರುವ ಪ್ರಯತ್ನ ಮಾಡ್ತಿದ್ದೇವೆ ಎಂದರು.: [682, 622, 934, 677]
- bullet-icon: ●: [847, 872, 856, 881]
- bullet-icon: ●: [833, 892, 842, 901]
- photo-bhavani-revanna-welcome: [361, 515, 505, 623]
- headline: ಯತ್ನಾಳ್ ಈಗಲೂ ನಮ್ಮ ಟೀಮ್‌ನಲ್ಲೇ ಇದ್ದಾರೆ!: [707, 64, 907, 120]
- bullet-icon: ●: [841, 945, 849, 954]
- headline: ಗರ್ಭಿಣಿ ಪತ್ನಿಗೆ ಕಲ್ಲಿನಿಂದ ಜಜ್ಜಿ ಪತಿಯಿಂದ ಕೊಲೆ: [4, 1082, 159, 1118]
- headline: ರಾಜ್ಯದಲ್ಲಿ ಕಾಂಗ್ರೆಸ್ ಅಧಿಕಾರದಲ್ಲಿದ್ದರೂ ಬಿಜೆಪಿಗೆ ದೇಣಿಗೆ ಜಾಸ್ತಿ: [13, 452, 184, 477]
- issue-date: 8.4.2025: [79, 46, 115, 55]
- temple-list-item: ● ಬೆಂಗಳೂರಿನ ದೊಡ್ಡ ಗಣಪತಿ ಟೆಂಪಲ್: [829, 882, 917, 891]
- photo-hd-kumaraswamy: [363, 126, 503, 268]
- continued-column: ಮೊದಲನೇ ಪುಟದಿಂದ... ತನಿಖೆ ಕೈಗೆತ್ತಿಕೊಂಡರು. ಬಸ್ತರನನ್ನು ಬಂಧಿಸಿ ನ್ಯಾಯಾಲಯಕ್ಕೆ ಹಾಜರುಪಡಿಸಲಾಗಿದ್ದು, ನ್ಯಾಯಾಲಯವು ಆತನನ್ನು ನ್ಯಾಯಾಂಗ ಬಂಧನಕ್ಕೆ ಒಪ್ಪಿಸಿದೆ. ಹೆಚ್ಚಿನ ತನಿಖೆ ನಡೆಸಲಾಗುತ್ತಿದೆ ಎಂದು ಪೊಲೀಸರು ತಿಳಿಸಿದ್ದಾರೆ. ಆತಹತ್ಯೆಗೆ ಯತ್ನಿಸಿದ್ದ ವ್ಯಕ್ತಿ ಸ್ಥಿತಿ ಗಂಭೀರ ಶೇಖರ್ ಅವರ ತಂದೆ ಎಂ. ರಾಮಕೃಷ್ಣ ಬೆಂಗಳೂರಿನ ಸಂಚಾರ ಪೊಲೀಸ್ ಠಾಣೆಯೊಂದರಲ್ಲಿ ಗೃಹರಕ್ಷಕರಾಗಿ ಕೆಲಸ ಮಾಡುತ್ತಿದ್ದಾರೆ ಎಂದು ಹಿರಿಯ ಪೊಲೀಸ್ ಅಧಿಕಾರಿಯೊಬ್ಬರು ತಿಳಿಸಿದ್ದಾರೆ. ತಾನು ಪೊಲೀಸ್ ಇನ್ಸ್‌ಪೆಕ್ಟರ್ ಮಗನೆಂದು ಹೇಳಿಕೊಂಡು ಶೇಖರ್ ಹುಡ್ಗ ಸೇರಿಸಿದ್ದಾನೆ. ಬಳಿಕ ಬಲ್ ಪಾವತಿಸಲ್ಲು ಪೊಲೀಸರು ಬಂದಾಗ ಆತ ಸ್ಥಳದಿಂದ ಓಡಿಹೋಗಲು ಯತ್ನಿಸಿದ್ದಾನೆ. ಆತನನ್ನು ಆಸ್ಪತ್ರೆಗೆ ದಾಖಲಿಸಲಾಗಿದ್ದು ಸ್ಥಿತಿ ಗಂಭೀರವಾಗಿದೆ. ಯುವತಿ ಪತ್ತೆಯಿಲ್ಲ ಘಟನೆ ನಡೆದ ಸ್ಥಳದಲ್ಲಿ ಸಿಸಿಟಿವಿ ದೃಶ್ಯಗಳನ್ನು ಪರಿಶೀಲಿಸಲಾಗುತ್ತಿದೆ. ಸಂತ್ರಸ್ತ ಯುವತಿಯ ಪತ್ತೆಗಾಗಿ ಪೊಲೀಸರು ವಿಶೇಷ ತಂಡ ರಚಿಸಿದ್ದಾರೆ. ಸುದ್ದುಗುಂಟೆಪಾಳ್ಯದ ಭಾರತಿ ಲೇಔಟ್‌ನಲ್ಲಿ ಘಟನೆ ನಡೆದಿತ್ತು ಎಂದು ಮೂಲಗಳು ತಿಳಿಸಿವೆ.: [196, 1084, 350, 1303]
